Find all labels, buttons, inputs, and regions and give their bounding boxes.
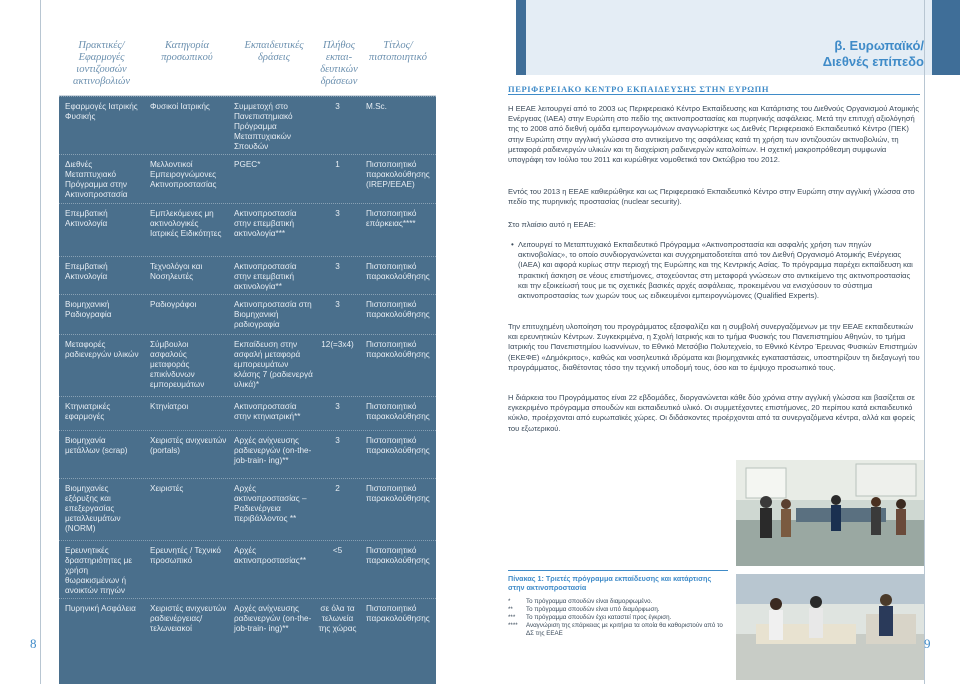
table-row [59,396,436,422]
table-cell: Πιστοποιητικό παρακολούθησης [366,546,430,565]
table-cell: PGEC* [234,160,261,169]
table-cell: Επεμβατική Ακτινολογία [65,209,108,228]
table-cell: Ακτινοπροστασία στη Βιομηχανική ραδιογραφία [234,300,312,329]
table-cell: Χειριστές ανιχνευτών (portals) [150,436,227,455]
table-cell: Αρχές ανίχνευσης ραδιενεργών (on-the-job-train- ing)** [234,436,312,465]
table-row [59,154,436,200]
table-cell: Κτηνίατροι [150,402,189,411]
paragraph-5: Η διάρκεια του Προγράμματος είναι 22 εβδομάδες, διοργανώνεται κάθε δύο χρόνια στην αγγλική γλώσσα και βασίζεται σε εγκεκριμένο πρόγραμμα σπουδών και εκπαιδευτικό υλικό. Οι συμμετέχοντες επιστήμονες, 20 περίπου κατά εκπαιδευτικό κύκλο, προέρχονται από ευρωπαϊκές χώρες. Οι διδάσκοντες προέρχονται από τα συνεργαζόμενα κέντρα, αλλά και φορείς του εξωτερικού. [508,393,915,433]
table-cell: Βιομηχανία μετάλλων (scrap) [65,436,128,455]
table-row [59,540,436,596]
section-header-box [526,0,932,75]
paragraph-2: Εντός του 2013 η ΕΕΑΕ καθιερώθηκε και ως Περιφερειακό Εκπαιδευτικό Κέντρο στην Ευρώπη στην αγγλική γλώσσα στο πεδίο της πυρηνικής προστασίας (nuclear security). [508,187,915,207]
table-cell: σε όλα τα τελωνεία της χώρας [318,604,357,633]
right-margin-line [924,0,925,684]
header-certificate: Τίτλος/ πιστοποιητικό [369,40,427,63]
table-cell: Ακτινοπροστασία στην επεμβατική ακτινολογία*** [234,209,297,238]
table-cell: Πιστοποιητικό παρακολούθησης [366,436,430,455]
table-cell: Αρχές ανίχνευσης ραδιενεργών (on-the-job-train- ing)** [234,604,312,633]
header-applications: Πρακτικές/ Εφαρμογές ιοντιζουσών ακτινοβολιών [72,40,131,87]
training-table [59,36,436,684]
table-cell: Τεχνολόγοι και Νοσηλευτές [150,262,203,281]
paragraph-3: Στο πλαίσιο αυτό η ΕΕΑΕ: [508,220,596,229]
footnotes [508,598,732,638]
footnote: *** Το πρόγραμμα σπουδών έχει καταστεί προς έγκριση. [508,614,672,621]
header-staff-category: Κατηγορία προσωπικού [161,40,213,63]
table-cell: Χειριστές [150,484,184,493]
sub-heading: ΠΕΡΙΦΕΡΕΙΑΚΟ ΚΕΝΤΡΟ ΕΚΠΑΙΔΕΥΣΗΣ ΣΤΗΝ ΕΥΡΩΠΗ [508,84,770,94]
table-cell: Μελλοντικοί Εμπειρογνώμονες Ακτινοπροστασίας [150,160,217,189]
table-cell: Εκπαίδευση στην ασφαλή μεταφορά εμπορευμάτων κλάσης 7 (ραδιενεργά υλικά)* [234,340,313,389]
table-cell: Ραδιογράφοι [150,300,197,309]
page-number-left: 8 [30,636,37,651]
table-cell: Πιστοποιητικό παρακολούθησης [366,262,430,281]
section-right-bar [932,0,960,75]
footnote: * Το πρόγραμμα σπουδών είναι διαμορφωμένο. [508,598,653,605]
table-cell: 2 [335,484,340,493]
table-cell: 1 [335,160,340,169]
table-cell: Πυρηνική Ασφάλεια [65,604,136,613]
table-row [59,334,436,390]
table-cell: Σύμβουλοι ασφαλούς μεταφοράς επικίνδυνων εμπορευμάτων [150,340,205,389]
section-left-bar [516,0,526,75]
table-cell: Πιστοποιητικό παρακολούθησης [366,484,430,503]
caption-rule [508,570,728,571]
table-cell: Εμπλεκόμενες μη ακτινολογικές Ιατρικές Ειδικότητες [150,209,222,238]
table-row [59,203,436,239]
table-cell: 3 [335,262,340,271]
table-cell: Εφαρμογές Ιατρικής Φυσικής [65,102,138,121]
table-cell: Επεμβατική Ακτινολογία [65,262,108,281]
page-number-right: 9 [924,636,931,651]
footnote: **** Αναγνώριση της επάρκειας με κριτήρια τα οποία θα καθοριστούν από το ΔΣ της ΕΕΑΕ [508,622,723,637]
table-cell: Πιστοποιητικό επάρκειας**** [366,209,417,228]
table-caption: Πίνακας 1: Τριετές πρόγραμμα εκπαίδευσης και κατάρτισης στην ακτινοπροστασία [508,574,712,592]
paragraph-4: Την επιτυχημένη υλοποίηση του προγράμματος εξασφαλίζει και η συμβολή συνεργαζόμενων με την ΕΕΑΕ εκπαιδευτικών και ερευνητικών Κέντρων. Συγκεκριμένα, η Σχολή Ιατρικής και το τμήμα Φυσικής του Πανεπιστημίου Αθηνών, το τμήμα Ιατρικής του Πανεπιστημίου Ιωαννίνων, το Εθνικό Μετσόβιο Πολυτεχνείο, το Εθνικό Κέντρο Έρευνας Φυσικών Επιστημών (ΕΚΕΦΕ) «Δημόκριτος», καθώς και νοσηλευτικά ιδρύματα και βιομηχανικές εγκαταστάσεις, υποστηρίζουν τη διεξαγωγή του προγράμματος, διαθέτοντας τόσο την τεχνική υποδομή τους, όσο και το έμψυχο προσωπικό τους. [508,322,920,372]
table-row [59,478,436,534]
table-cell: Ακτινοπροστασία στην κτηνιατρική** [234,402,301,421]
paragraph-1: Η ΕΕΑΕ λειτουργεί από το 2003 ως Περιφερειακό Κέντρο Εκπαίδευσης και Κατάρτισης του Διεθνούς Οργανισμού Ατομικής Ενέργειας (ΙΑΕΑ) στην Ευρώπη στο πεδίο της ακτινοπροστασίας και πυρηνικής ασφάλειας. Μετά την επιτυχή αξιολόγησή της το 2008 από διεθνή ομάδα εμπειρογνωμόνων αναγνωρίστηκε ως Διεθνές Περιφερειακό Εκπαιδευτικό Κέντρο (ΠΕΚ) στην Ευρώπη στην αγγλική γλώσσα στο αντικείμενο της ασφάλειας κατά τη χρήση των ιοντιζουσών ακτινοβολιών, τη μεταφορά ραδιενεργών υλικών και τη διαχείριση ραδιενεργών καταλοίπων. Η σχετική μακροπρόθεσμη συμφωνία υπογράφη τον Ιούλιο του 2011 και κυρώθηκε νομοθετικά τον Οκτώβριο του 2012. [508,104,920,165]
bullet-paragraph: Λειτουργεί το Μεταπτυχιακό Εκπαιδευτικό Πρόγραμμα «Ακτινοπροστασία και ασφαλής χρήση των πηγών ακτινοβολίας», το οποίο συνδιοργανώνεται και συγχρηματοδοτείται από τον Διεθνή Οργανισμό Ατομικής Ενέργειας (ΙΑΕΑ) και αφορά κυρίως στην περιοχή της Ευρώπης και της Κεντρικής Ασίας. Το πρόγραμμα παρέχει εκπαίδευση και πρακτική άσκηση σε νέους επιστήμονες, στοχεύοντας στη μεταφορά γνώσεων στο αντικείμενο της ακτινοπροστασίας και την εξοικείωσή τους με τις σχετικές βασικές αρχές ασφάλειας, προκειμένου να ενισχύσουν το σύστημα ακτινοπροστασίας των χωρών τους ως ειδικευμένοι εμπειρογνώμονες (Qualified Experts). [518,240,913,301]
table-cell: 3 [335,209,340,218]
table-cell: Πιστοποιητικό παρακολούθησης [366,604,430,623]
table-cell: Συμμετοχή στο Πανεπιστημιακό Πρόγραμμα Μεταπτυχιακών Σπουδών [234,102,293,151]
left-margin-line [40,0,41,684]
table-cell: Μεταφορές ραδιενεργών υλικών [65,340,139,359]
table-cell: Πιστοποιητικό παρακολούθησης [366,300,430,319]
photo-lab [736,574,924,680]
table-cell: 3 [335,300,340,309]
table-cell: Βιομηχανική Ραδιογραφία [65,300,112,319]
section-title: β. Ευρωπαϊκό/ Διεθνές επίπεδο [822,38,924,69]
bullet-marker: • [511,240,514,249]
table-cell: Πιστοποιητικό παρακολούθησης (IREP/EEAE) [366,160,430,189]
table-cell: Ερευνητές / Τεχνικό προσωπικό [150,546,221,565]
table-cell: Διεθνές Μεταπτυχιακό Πρόγραμμα στην Ακτινοπροστασία [65,160,128,199]
table-cell: Αρχές ακτινοπροστασίας** [234,546,307,565]
footnote: ** Το πρόγραμμα σπουδών είναι υπό διαμόρφωση. [508,606,660,613]
table-row [59,430,436,466]
table-cell: Φυσικοί Ιατρικής [150,102,210,111]
table-cell: Κτηνιατρικές εφαρμογές [65,402,111,421]
table-cell: 3 [335,436,340,445]
photo-classroom [736,460,924,566]
table-cell: Αρχές ακτινοπροστασίας – Ραδιενέργεια περιβάλλοντος ** [234,484,307,523]
table-cell: <5 [332,546,343,555]
table-cell: Ακτινοπροστασία στην επεμβατική ακτινολογία** [234,262,297,291]
table-cell: Ερευνητικές δραστηριότητες με χρήση θωρακισμένων ή ανοικτών πηγών [65,546,132,595]
table-row [59,256,436,292]
table-cell: M.Sc. [366,102,387,111]
table-row [59,96,436,152]
table-cell: 12(=3x4) [321,340,354,349]
table-cell: 3 [335,402,340,411]
table-cell: Χειριστές ανιχνευτών ραδιενέργειας/ τελωνειακοί [150,604,227,633]
table-cell: 3 [335,102,340,111]
table-cell: Πιστοποιητικό παρακολούθησης [366,340,430,359]
table-row [59,294,436,330]
header-count: Πλήθος εκπαι- δευτικών δράσεων [320,40,358,87]
sub-heading-rule [508,94,920,95]
table-header [59,36,436,96]
table-cell: Πιστοποιητικό παρακολούθησης [366,402,430,421]
table-cell: Βιομηχανίες εξόρυξης και επεξεργασίας μεταλλευμάτων (NORM) [65,484,121,533]
header-training-actions: Εκπαιδευτικές δράσεις [244,40,304,63]
table-row [59,598,436,634]
